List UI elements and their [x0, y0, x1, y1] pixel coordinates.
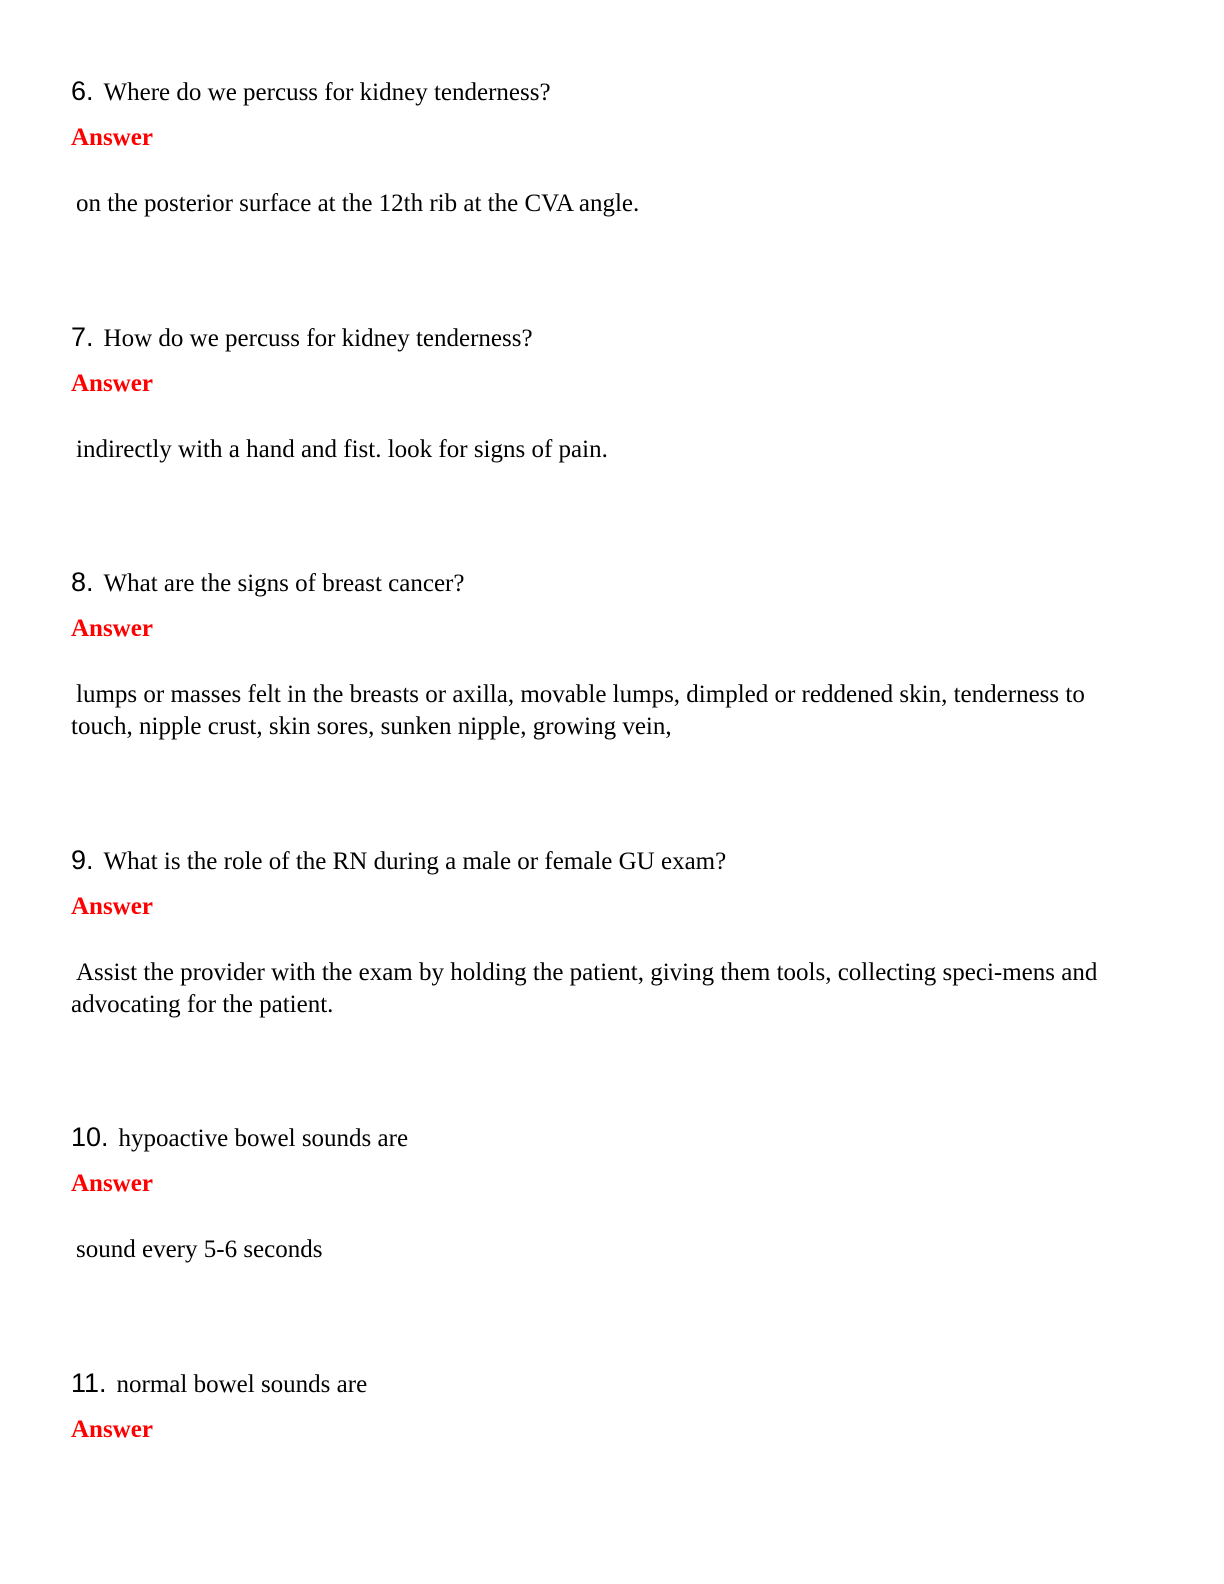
question-number: 6. — [71, 76, 94, 106]
question-row — [71, 567, 464, 599]
question-row — [71, 76, 551, 108]
question-row — [71, 1122, 408, 1154]
answer-text: Assist the provider with the exam by holding the patient, giving them tools, collecting speci-mens and advocating for the patient. — [71, 959, 1098, 1018]
answer-text: lumps or masses felt in the breasts or axilla, movable lumps, dimpled or reddened skin, tenderness to touch, nipple crust, skin sores, sunken nipple, growing vein, — [71, 681, 1085, 740]
answer-text: indirectly with a hand and fist. look for signs of pain. — [76, 436, 608, 463]
question-number: 7. — [71, 322, 94, 352]
question-row — [71, 1368, 367, 1400]
question-number: 9. — [71, 845, 94, 875]
answer-label: Answer — [71, 124, 153, 151]
question-number: 8. — [71, 567, 94, 597]
answer-label: Answer — [71, 1170, 153, 1197]
question-row — [71, 322, 533, 354]
question-text: normal bowel sounds are — [116, 1371, 368, 1398]
answer-label: Answer — [71, 615, 153, 642]
answer-label: Answer — [71, 1416, 153, 1443]
answer-label: Answer — [71, 370, 153, 397]
answer-text: on the posterior surface at the 12th rib at the CVA angle. — [76, 190, 640, 217]
question-number: 10. — [71, 1122, 109, 1152]
answer-text: sound every 5-6 seconds — [76, 1236, 323, 1263]
question-text: How do we percuss for kidney tenderness? — [103, 325, 533, 352]
question-text: What is the role of the RN during a male or female GU exam? — [103, 848, 727, 875]
answer-label: Answer — [71, 893, 153, 920]
question-number: 11. — [71, 1368, 107, 1398]
question-row — [71, 845, 726, 877]
question-text: What are the signs of breast cancer? — [103, 570, 465, 597]
question-text: Where do we percuss for kidney tenderness? — [103, 79, 551, 106]
question-text: hypoactive bowel sounds are — [118, 1125, 409, 1152]
